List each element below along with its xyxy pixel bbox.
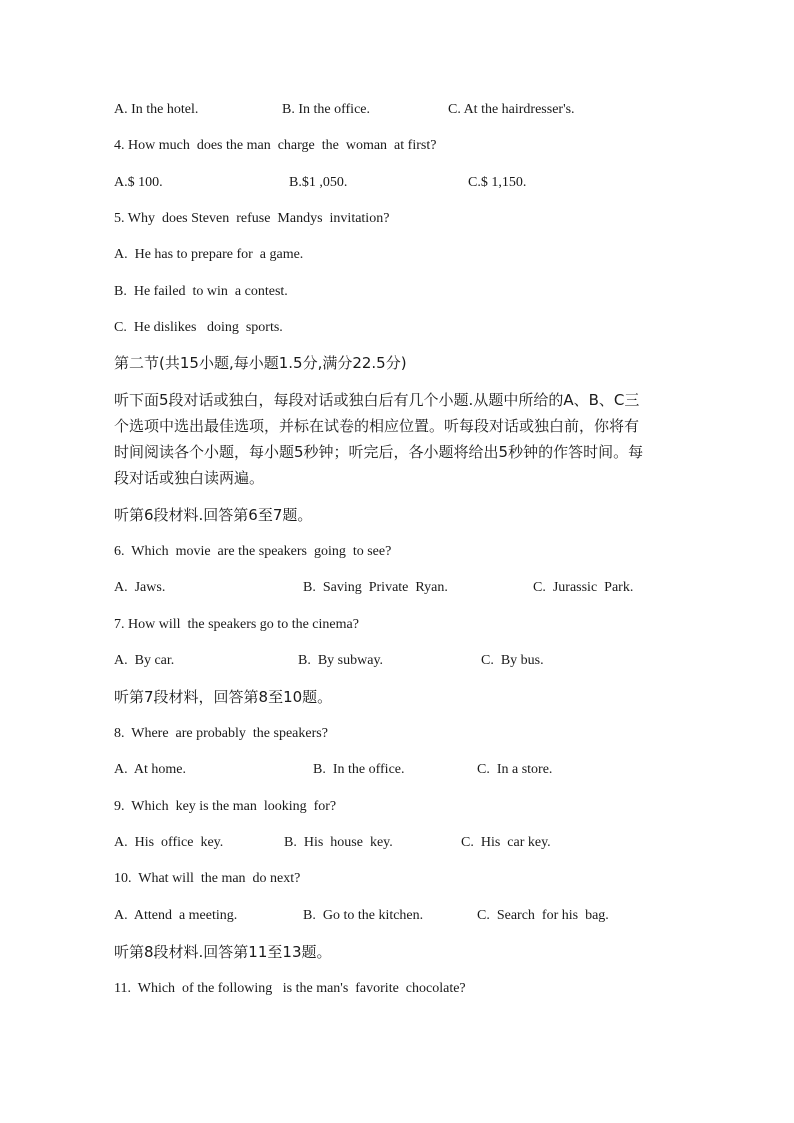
q8-option-b: B. In the office. <box>313 762 405 777</box>
section-instructions <box>114 387 674 491</box>
q3-option-b: B. In the office. <box>282 102 370 117</box>
q5-option-a: A. He has to prepare for a game. <box>114 247 304 262</box>
q5-option-c: C. He dislikes doing sports. <box>114 320 283 335</box>
q3-option-c: C. At the hairdresser's. <box>448 102 575 117</box>
q7-option-a: A. By car. <box>114 653 175 668</box>
q9-question: 9. Which key is the man looking for? <box>114 799 337 814</box>
q8-question: 8. Where are probably the speakers? <box>114 726 328 741</box>
q4-option-b: B.$1 ,050. <box>289 175 348 190</box>
group8-heading: 听第8段材料.回答第11至13题。 <box>114 943 332 961</box>
q10-option-b: B. Go to the kitchen. <box>303 908 424 923</box>
q5-question: 5. Why does Steven refuse Mandys invitation? <box>114 211 390 226</box>
q7-option-b: B. By subway. <box>298 653 384 668</box>
q6-option-a: A. Jaws. <box>114 580 166 595</box>
instruction-line: 听下面5段对话或独白，每段对话或独白后有几个小题.从题中所给的A、B、C三 <box>114 391 640 409</box>
instruction-line: 段对话或独白读两遍。 <box>114 469 265 487</box>
q10-option-a: A. Attend a meeting. <box>114 908 238 923</box>
section-title: 第二节(共15小题,每小题1.5分,满分22.5分) <box>114 354 407 372</box>
q6-option-b: B. Saving Private Ryan. <box>303 580 448 595</box>
q8-option-a: A. At home. <box>114 762 186 777</box>
q5-option-b: B. He failed to win a contest. <box>114 284 288 299</box>
q4-option-c: C.$ 1,150. <box>468 175 527 190</box>
q9-option-b: B. His house key. <box>284 835 393 850</box>
q6-option-c: C. Jurassic Park. <box>533 580 634 595</box>
q7-question: 7. How will the speakers go to the cinema? <box>114 617 359 632</box>
q4-question: 4. How much does the man charge the woman at first? <box>114 138 437 153</box>
q10-question: 10. What will the man do next? <box>114 871 301 886</box>
instruction-line: 时间阅读各个小题，每小题5秒钟；听完后，各小题将给出5秒钟的作答时间。每 <box>114 443 644 461</box>
q11-question: 11. Which of the following is the man's favorite chocolate? <box>114 981 466 996</box>
q6-question: 6. Which movie are the speakers going to see? <box>114 544 392 559</box>
q8-option-c: C. In a store. <box>477 762 553 777</box>
instruction-line: 个选项中选出最佳选项，并标在试卷的相应位置。听每段对话或独白前，你将有 <box>114 417 640 435</box>
group7-heading: 听第7段材料，回答第8至10题。 <box>114 688 333 706</box>
group6-heading: 听第6段材料.回答第6至7题。 <box>114 506 313 524</box>
q10-option-c: C. Search for his bag. <box>477 908 609 923</box>
q9-option-c: C. His car key. <box>461 835 551 850</box>
q3-option-a: A. In the hotel. <box>114 102 199 117</box>
q7-option-c: C. By bus. <box>481 653 544 668</box>
q4-option-a: A.$ 100. <box>114 175 163 190</box>
q9-option-a: A. His office key. <box>114 835 224 850</box>
